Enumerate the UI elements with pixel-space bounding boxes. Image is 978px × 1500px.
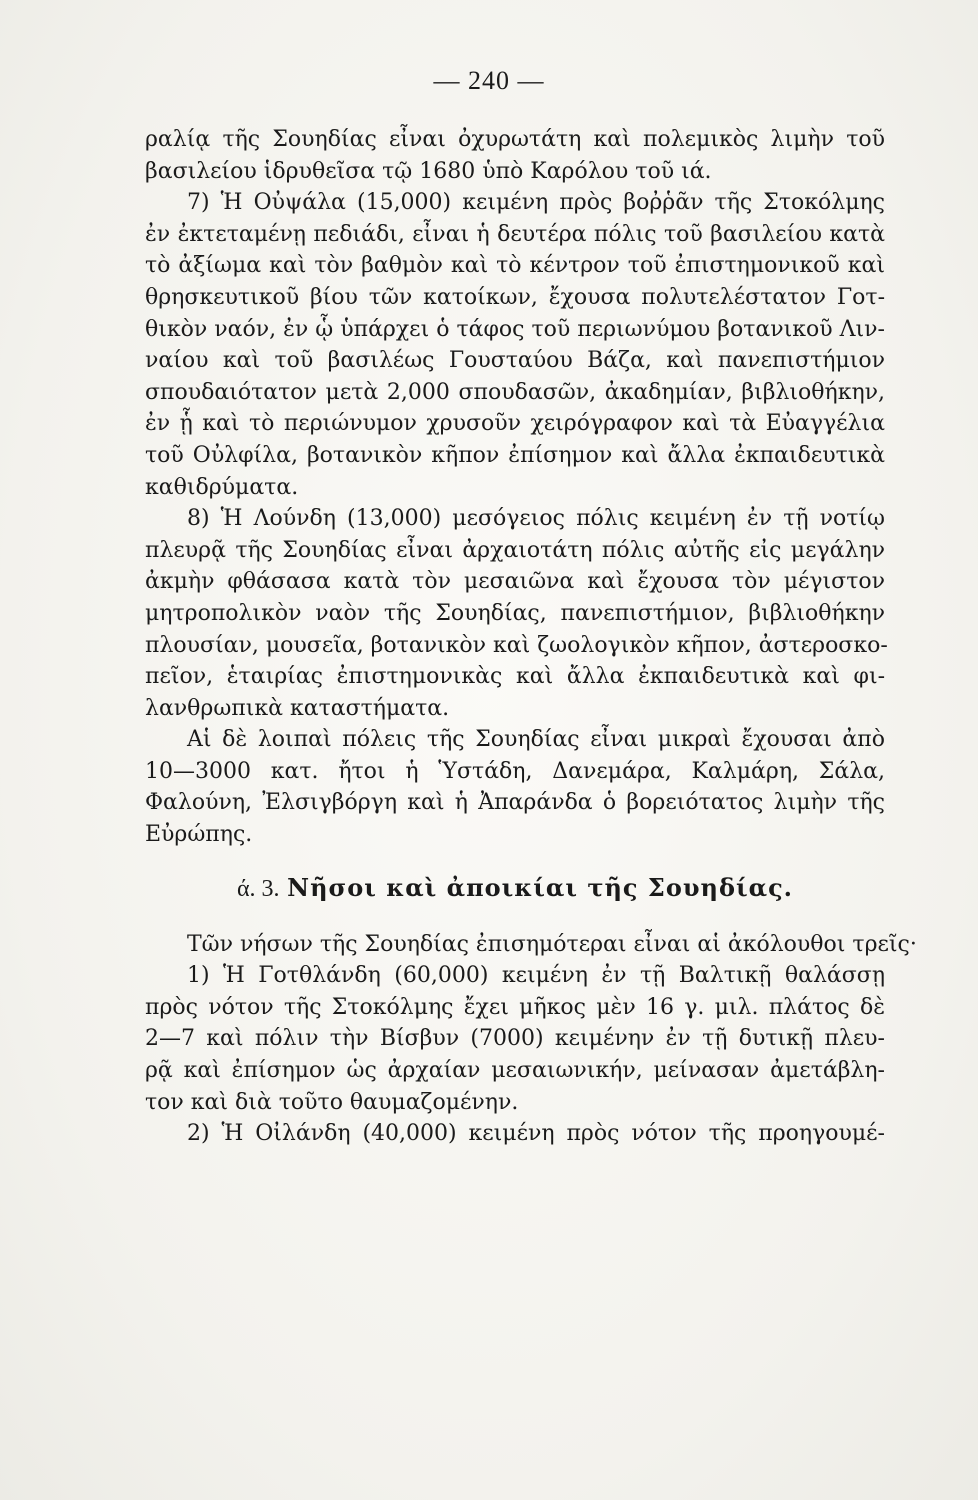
text-line: μητροπολικὸν ναὸν τῆς Σουηδίας, πανεπιστήμιον, βιβλιοθήκην [145,600,885,626]
text-line: λανθρωπικὰ καταστήματα. [145,695,450,721]
text-line: 2) Ἡ Οἰλάνδη (40,000) κειμένη πρὸς νότον τῆς προηγουμέ- [187,1121,885,1147]
text-line: σπουδαιότατον μετὰ 2,000 σπουδασῶν, ἀκαδημίαν, βιβλιοθήκην, [145,379,885,405]
text-line: ναίου καὶ τοῦ βασιλέως Γουσταύου Βάζα, καὶ πανεπιστήμιον [145,348,885,374]
text-line: 2—7 καὶ πόλιν τὴν Βίσβυν (7000) κειμένην ἐν τῇ δυτικῇ πλευ- [145,1026,885,1052]
section-title: Νῆσοι καὶ ἀποικίαι τῆς Σουηδίας. [287,872,794,902]
text-line: τὸ ἀξίωμα καὶ τὸν βαθμὸν καὶ τὸ κέντρον τοῦ ἐπιστημονικοῦ καὶ [145,253,885,279]
text-line: Αἱ δὲ λοιπαὶ πόλεις τῆς Σουηδίας εἶναι μικραὶ ἔχουσαι ἀπὸ [187,727,885,753]
text-line: ραλίᾳ τῆς Σουηδίας εἶναι ὀχυρωτάτη καὶ πολεμικὸς λιμὴν τοῦ [145,127,885,152]
text-line: Τῶν νήσων τῆς Σουηδίας ἐπισημότεραι εἶναι αἱ ἀκόλουθοι τρεῖς· [187,931,917,957]
body-text [145,124,917,1150]
text-line: ἀκμὴν φθάσασα κατὰ τὸν μεσαιῶνα καὶ ἔχουσα τὸν μέγιστον [145,569,885,595]
section-heading [145,869,885,907]
page-number: — 240 — [433,66,545,95]
text-line: ρᾷ καὶ ἐπίσημον ὡς ἀρχαίαν μεσαιωνικήν, μείνασαν ἀμετάβλη- [145,1058,885,1084]
text-line: ἐν ᾗ καὶ τὸ περιώνυμον χρυσοῦν χειρόγραφον καὶ τὰ Εὐαγγέλια [145,411,885,437]
text-line: 7) Ἡ Οὐψάλα (15,000) κειμένη πρὸς βοῤῥᾶν τῆς Στοκόλμης [187,190,885,216]
paragraphs-cities [145,124,888,851]
text-line: τοῦ Οὐλφίλα, βοτανικὸν κῆπον ἐπίσημον καὶ ἄλλα ἐκπαιδευτικὰ [145,442,885,468]
text-line: τον καὶ διὰ τοῦτο θαυμαζομένην. [145,1089,519,1115]
text-line: πρὸς νότον τῆς Στοκόλμης ἔχει μῆκος μὲν 16 γ. μιλ. πλάτος δὲ [145,994,885,1020]
text-line: πεῖον, ἑταιρίας ἐπιστημονικὰς καὶ ἄλλα ἐκπαιδευτικὰ καὶ φι- [145,664,885,690]
section-number: ά. 3. [236,875,280,902]
paragraphs-islands [145,929,917,1150]
text-line: Εὐρώπης. [145,822,253,848]
text-line: Φαλούνη, Ἐλσιγβόργη καὶ ἡ Ἀπαράνδα ὁ βορειότατος λιμὴν τῆς [145,790,885,816]
text-line: καθιδρύματα. [145,474,299,500]
text-line: 8) Ἡ Λούνδη (13,000) μεσόγειος πόλις κειμένη ἐν τῇ νοτίῳ [187,506,885,532]
text-line: ἐν ἐκτεταμένῃ πεδιάδι, εἶναι ἡ δευτέρα πόλις τοῦ βασιλείου κατὰ [145,221,885,247]
text-line: θικὸν ναόν, ἐν ᾧ ὑπάρχει ὁ τάφος τοῦ περιωνύμου βοτανικοῦ Λιν- [145,316,885,342]
text-line: θρησκευτικοῦ βίου τῶν κατοίκων, ἔχουσα πολυτελέστατον Γοτ- [145,284,885,310]
text-line: βασιλείου ἱδρυθεῖσα τῷ 1680 ὑπὸ Καρόλου τοῦ ιά. [145,158,712,184]
text-line: 1) Ἡ Γοτθλάνδη (60,000) κειμένη ἐν τῇ Βαλτικῇ θαλάσσῃ [187,963,885,989]
text-line: πλευρᾷ τῆς Σουηδίας εἶναι ἀρχαιοτάτη πόλις αὐτῆς εἰς μεγάλην [145,537,885,563]
text-line: πλουσίαν, μουσεῖα, βοτανικὸν καὶ ζωολογικὸν κῆπον, ἀστεροσκο- [145,632,888,658]
text-line: 10—3000 κατ. ἤτοι ἡ Ὑστάδη, Δανεμάρα, Καλμάρη, Σάλα, [145,758,885,784]
